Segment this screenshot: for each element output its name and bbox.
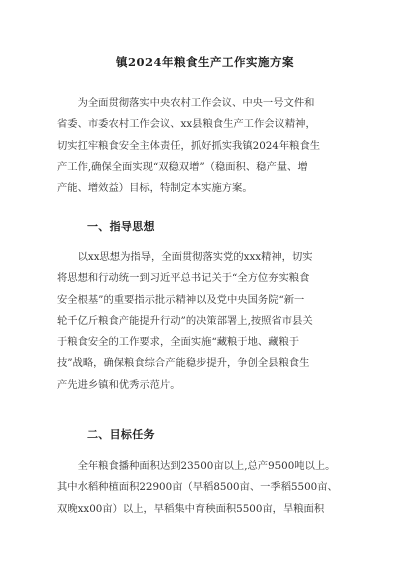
paragraph-line: 产能、增效益）目标，特制定本实施方案。 (57, 182, 253, 195)
paragraph-line: 全年粮食播种面积达到23500亩以上,总产9500吨以上。 (57, 460, 336, 472)
paragraph-line: 切实扛牢粮食安全主体责任，抓好抓实我镇2024年粮食生 (57, 139, 321, 152)
document-title: 镇2024年粮食生产工作实施方案 (115, 55, 294, 69)
paragraph-line: 为全面贯彻落实中央农村工作会议、中央一号文件和 (57, 97, 315, 109)
paragraph-line: 其中水稻种植面积22900亩（早稻8500亩、一季稻5500亩、 (57, 481, 338, 494)
paragraph-line: 以xx思想为指导，全面贯彻落实党的xxx精神，切实 (57, 251, 313, 263)
paragraph-line: 于粮食安全的工作要求，全面实施“藏粮于地、藏粮于 (57, 336, 300, 349)
paragraph-line: 产工作,确保全面实现“双稳双增”（稳面积、稳产量、增 (57, 160, 308, 173)
paragraph-line: 双晚xx00亩）以上，早稻集中育秧面积5500亩，旱粮面积 (57, 502, 325, 515)
guiding-ideology-paragraph (57, 247, 357, 396)
targets-paragraph (57, 456, 357, 520)
paragraph-line: 产先进乡镇和优秀示范片。 (57, 378, 181, 391)
paragraph-line: 安全根基”的重要指示批示精神以及党中央国务院“新一 (57, 293, 305, 306)
paragraph-line: 省委、市委农村工作会议、xx县粮食生产工作会议精神， (57, 118, 316, 131)
intro-paragraph (57, 93, 357, 199)
paragraph-line: 技”战略，确保粮食综合产能稳步提升，争创全县粮食生 (57, 357, 310, 370)
section-heading-guiding-ideology: 一、指导思想 (87, 220, 155, 233)
paragraph-line: 轮千亿斤粮食产能提升行动”的决策部署上,按照省市县关 (57, 314, 313, 327)
paragraph-line: 将思想和行动统一到习近平总书记关于“全方位夯实粮食 (57, 272, 310, 285)
section-heading-targets: 二、目标任务 (87, 428, 155, 441)
